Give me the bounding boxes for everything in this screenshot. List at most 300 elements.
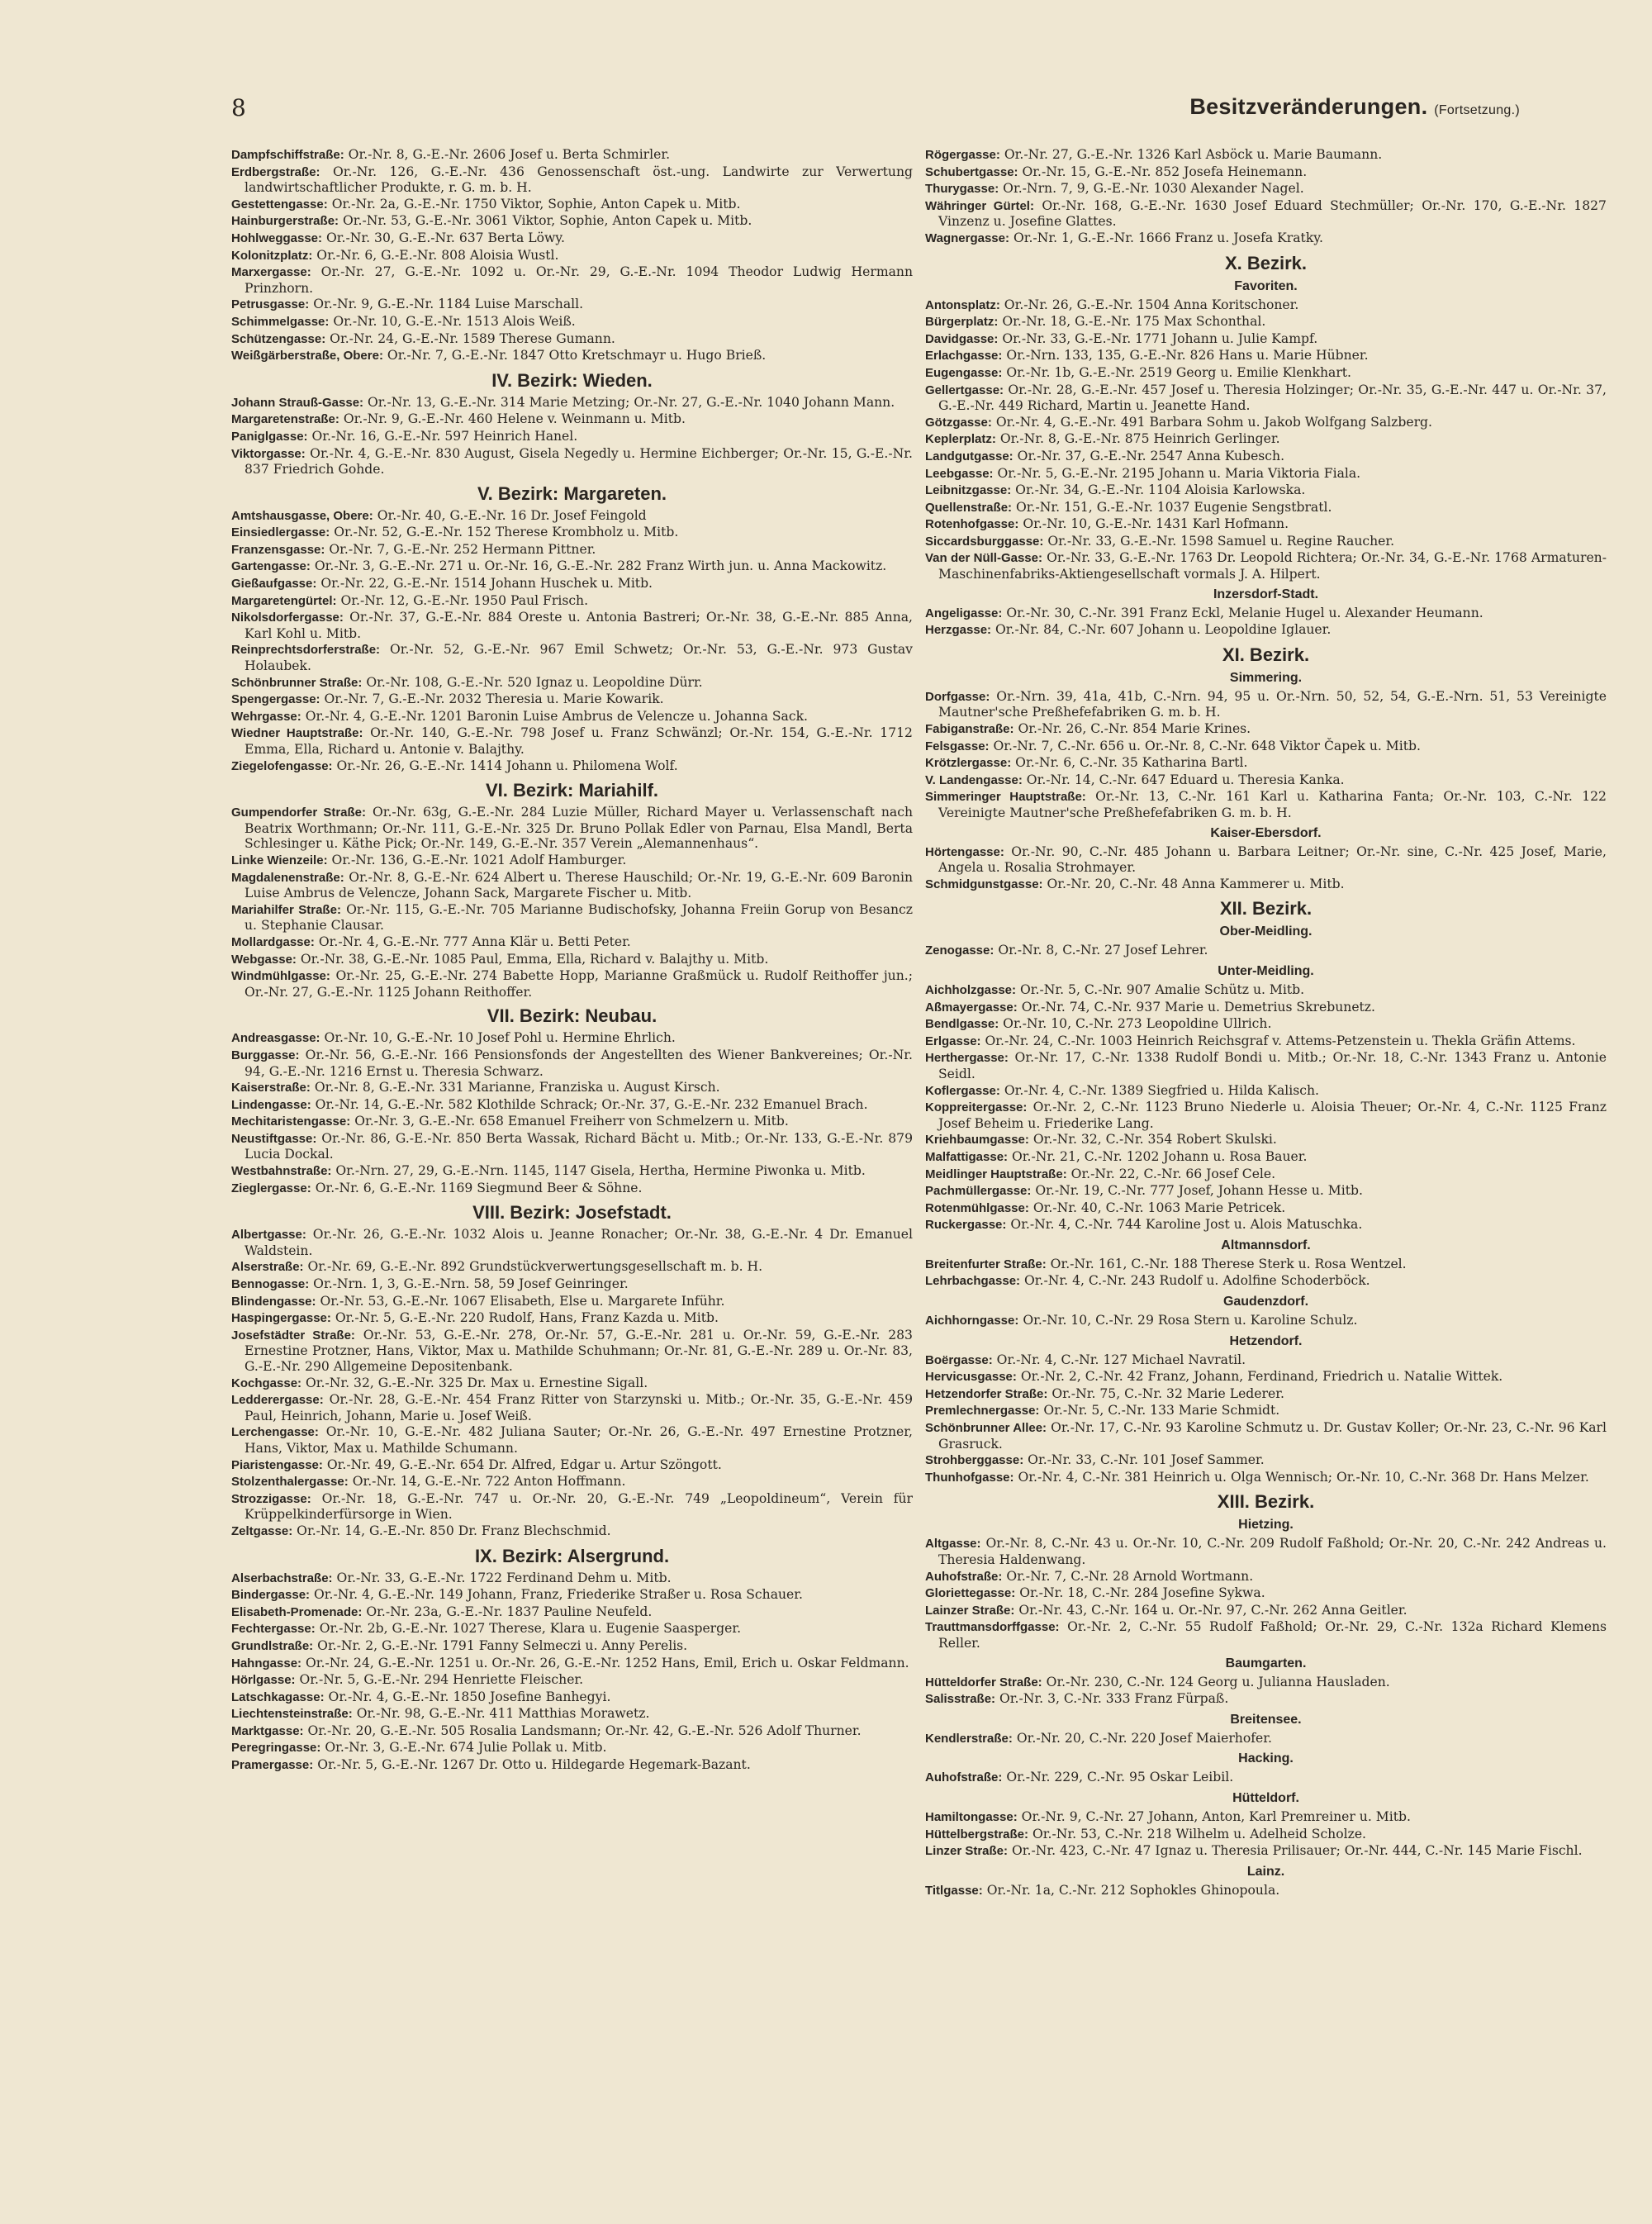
entry-text: Or.-Nrn. 39, 41a, 41b, C.-Nrn. 94, 95 u. Or.-Nrn. 50, 52, 54, G.-E.-Nrn. 51, 53 Vereinigte Mautner'sche Preßhefefabriken G. m. b. H. bbox=[938, 688, 1607, 720]
entry-text: Or.-Nr. 14, G.-E.-Nr. 850 Dr. Franz Blechschmid. bbox=[297, 1523, 611, 1538]
district-heading: IX. Bezirk: Alsergrund. bbox=[474, 1545, 670, 1566]
register-entry bbox=[925, 1403, 1607, 1419]
register-entry bbox=[231, 642, 913, 673]
entry-text: Or.-Nr. 230, C.-Nr. 124 Georg u. Julianna Hausladen. bbox=[1046, 1674, 1390, 1689]
entry-text: Or.-Nr. 4, G.-E.-Nr. 1850 Josefine Banhegyi. bbox=[328, 1689, 611, 1704]
entry-text: Or.-Nr. 4, C.-Nr. 744 Karoline Jost u. Alois Matuschka. bbox=[1010, 1217, 1363, 1233]
street-name: Linke Wienzeile: bbox=[231, 853, 328, 867]
locality-heading: Inzersdorf-Stadt. bbox=[1213, 587, 1319, 601]
locality-heading: Altmannsdorf. bbox=[1221, 1238, 1311, 1252]
register-entry bbox=[925, 1619, 1607, 1651]
street-name: Zeltgasse: bbox=[231, 1523, 293, 1538]
street-name: Liechtensteinstraße: bbox=[231, 1707, 353, 1722]
entry-text: Or.-Nr. 38, G.-E.-Nr. 1085 Paul, Emma, Ella, Richard v. Balajthy u. Mitb. bbox=[300, 951, 769, 967]
register-entry bbox=[231, 395, 913, 411]
register-entry bbox=[925, 1675, 1607, 1691]
register-entry bbox=[231, 314, 913, 330]
street-name: Johann Strauß-Gasse: bbox=[231, 395, 364, 410]
entry-text: Or.-Nr. 7, C.-Nr. 656 u. Or.-Nr. 8, C.-Nr. 648 Viktor Čapek u. Mitb. bbox=[993, 738, 1421, 753]
entry-text: Or.-Nr. 8, C.-Nr. 27 Josef Lehrer. bbox=[998, 943, 1208, 958]
entry-text: Or.-Nr. 30, C.-Nr. 391 Franz Eckl, Melanie Hugel u. Alexander Heumann. bbox=[1006, 605, 1483, 620]
register-entry bbox=[231, 1276, 913, 1293]
street-name: Strohberggasse: bbox=[925, 1453, 1024, 1468]
entry-text: Or.-Nr. 5, G.-E.-Nr. 294 Henriette Fleischer. bbox=[299, 1672, 584, 1688]
register-entry bbox=[925, 844, 1607, 876]
entry-text: Or.-Nr. 22, C.-Nr. 66 Josef Cele. bbox=[1070, 1166, 1276, 1181]
register-entry bbox=[231, 147, 913, 164]
register-entry bbox=[231, 1656, 913, 1672]
street-name: Erlgasse: bbox=[925, 1034, 981, 1048]
entry-text: Or.-Nr. 33, G.-E.-Nr. 1598 Samuel u. Regine Raucher. bbox=[1047, 533, 1395, 549]
entry-text: Or.-Nr. 84, C.-Nr. 607 Johann u. Leopoldine Iglauer. bbox=[995, 622, 1332, 638]
district-heading: VIII. Bezirk: Josefstadt. bbox=[472, 1202, 672, 1224]
street-name: Spengergasse: bbox=[231, 692, 320, 707]
street-name: Haspingergasse: bbox=[231, 1311, 331, 1326]
entry-text: Or.-Nr. 33, G.-E.-Nr. 1722 Ferdinand Dehm u. Mitb. bbox=[336, 1570, 672, 1585]
register-entry bbox=[925, 1883, 1607, 1899]
register-entry bbox=[925, 943, 1607, 959]
entry-text: Or.-Nr. 52, G.-E.-Nr. 967 Emil Schwetz; Or.-Nr. 53, G.-E.-Nr. 973 Gustav Holaubek. bbox=[244, 642, 913, 674]
register-entry bbox=[231, 709, 913, 725]
entry-text: Or.-Nr. 7, C.-Nr. 28 Arnold Wortmann. bbox=[1006, 1568, 1254, 1584]
register-entry bbox=[925, 721, 1607, 738]
register-entry bbox=[925, 1083, 1607, 1100]
register-entry bbox=[925, 1273, 1607, 1290]
street-name: Neustiftgasse: bbox=[231, 1131, 317, 1146]
register-entry bbox=[231, 758, 913, 775]
register-entry bbox=[231, 1114, 913, 1130]
entry-text: Or.-Nr. 17, C.-Nr. 1338 Rudolf Bondi u. Mitb.; Or.-Nr. 18, C.-Nr. 1343 Franz u. Antonie Seidl. bbox=[938, 1050, 1607, 1081]
street-name: Wiedner Hauptstraße: bbox=[231, 726, 363, 741]
street-name: Mechitaristengasse: bbox=[231, 1114, 351, 1129]
entry-text: Or.-Nr. 63g, G.-E.-Nr. 284 Luzie Müller, Richard Mayer u. Verlassenschaft nach Beatrix Worthmann; Or.-Nr. 111, G.-E.-Nr. 325 Dr. Bruno Pollak Edler von Parnau, Elsa Mandl, Berta Schlesinger u. Käthe Pick; Or.-Nr. 149, G.-E.-Nr. 357 Verein „Alemannenhaus“. bbox=[244, 805, 913, 852]
district-heading: V. Bezirk: Margareten. bbox=[477, 482, 667, 504]
entry-text: Or.-Nr. 19, C.-Nr. 777 Josef, Johann Hesse u. Mitb. bbox=[1035, 1183, 1363, 1199]
entry-text: Or.-Nr. 5, G.-E.-Nr. 2195 Johann u. Maria Viktoria Fiala. bbox=[997, 465, 1361, 481]
locality-heading: Kaiser-Ebersdorf. bbox=[1210, 825, 1322, 840]
register-entry bbox=[925, 1369, 1607, 1385]
register-entry bbox=[231, 870, 913, 901]
street-name: Mollardgasse: bbox=[231, 934, 315, 949]
street-name: Salisstraße: bbox=[925, 1692, 996, 1707]
street-name: Lehrbachgasse: bbox=[925, 1274, 1021, 1289]
street-name: Hetzendorfer Straße: bbox=[925, 1386, 1048, 1401]
street-name: Josefstädter Straße: bbox=[231, 1328, 355, 1342]
register-entry bbox=[925, 755, 1607, 772]
register-entry bbox=[925, 314, 1607, 330]
page-number: 8 bbox=[231, 94, 246, 121]
entry-text: Or.-Nr. 21, C.-Nr. 1202 Johann u. Rosa Bauer. bbox=[1012, 1148, 1308, 1164]
register-entry bbox=[925, 1257, 1607, 1273]
register-entry bbox=[231, 1621, 913, 1637]
register-entry bbox=[231, 348, 913, 364]
street-name: Schönbrunner Allee: bbox=[925, 1421, 1047, 1436]
locality-heading: Hacking. bbox=[1238, 1751, 1294, 1766]
street-name: Wagnergasse: bbox=[925, 230, 1009, 245]
entry-text: Or.-Nr. 43, C.-Nr. 164 u. Or.-Nr. 97, C.-Nr. 262 Anna Geitler. bbox=[1018, 1602, 1408, 1618]
register-entry bbox=[925, 331, 1607, 348]
street-name: V. Landengasse: bbox=[925, 772, 1023, 787]
entry-text: Or.-Nr. 8, G.-E.-Nr. 2606 Josef u. Berta Schmirler. bbox=[348, 147, 671, 162]
register-entry bbox=[231, 1706, 913, 1723]
locality-heading: Ober-Meidling. bbox=[1219, 924, 1313, 939]
entry-text: Or.-Nr. 10, G.-E.-Nr. 10 Josef Pohl u. Hermine Ehrlich. bbox=[324, 1030, 676, 1046]
register-entry bbox=[231, 1424, 913, 1456]
register-entry bbox=[925, 1731, 1607, 1747]
street-name: Gumpendorfer Straße: bbox=[231, 805, 366, 820]
register-entry bbox=[925, 348, 1607, 364]
entry-text: Or.-Nr. 10, G.-E.-Nr. 1431 Karl Hofmann. bbox=[1023, 516, 1289, 532]
entry-text: Or.-Nr. 75, C.-Nr. 32 Marie Lederer. bbox=[1051, 1385, 1284, 1401]
street-name: Krötzlergasse: bbox=[925, 756, 1012, 771]
street-name: Landgutgasse: bbox=[925, 449, 1014, 463]
locality-heading: Hetzendorf. bbox=[1229, 1333, 1303, 1348]
register-entry bbox=[231, 593, 913, 610]
street-name: Bendlgasse: bbox=[925, 1017, 999, 1032]
street-name: Hahngasse: bbox=[231, 1656, 302, 1670]
street-name: Strozzigasse: bbox=[231, 1491, 311, 1506]
street-name: Rotenmühlgasse: bbox=[925, 1200, 1029, 1215]
entry-text: Or.-Nr. 53, G.-E.-Nr. 278, Or.-Nr. 57, G.-E.-Nr. 281 u. Or.-Nr. 59, G.-E.-Nr. 283 Ernestine Protzner, Hans, Viktor, Max u. Mathilde Schuhmann; Or.-Nr. 81, G.-E.-Nr. 289 u. Or.-Nr. 83, G.-E.-Nr. 290 Allgemeine Depositenbank. bbox=[244, 1327, 913, 1374]
register-entry bbox=[231, 1757, 913, 1774]
entry-text: Or.-Nr. 52, G.-E.-Nr. 152 Therese Krombholz u. Mitb. bbox=[334, 525, 679, 540]
entry-text: Or.-Nrn. 133, 135, G.-E.-Nr. 826 Hans u. Marie Hübner. bbox=[1006, 348, 1369, 364]
register-entry bbox=[925, 877, 1607, 893]
register-entry bbox=[231, 1181, 913, 1197]
right-column bbox=[925, 147, 1607, 1899]
street-name: Webgasse: bbox=[231, 952, 297, 967]
register-entry bbox=[925, 147, 1607, 164]
entry-text: Or.-Nr. 8, C.-Nr. 43 u. Or.-Nr. 10, C.-Nr. 209 Rudolf Faßhold; Or.-Nr. 20, C.-Nr. 242 Andreas u. Theresia Haldenwang. bbox=[938, 1536, 1607, 1567]
register-entry bbox=[925, 1200, 1607, 1217]
street-name: Titlgasse: bbox=[925, 1883, 983, 1898]
street-name: Malfattigasse: bbox=[925, 1149, 1009, 1164]
register-entry bbox=[925, 739, 1607, 755]
street-name: Andreasgasse: bbox=[231, 1031, 320, 1046]
street-name: Davidgasse: bbox=[925, 331, 999, 346]
entry-text: Or.-Nr. 3, G.-E.-Nr. 674 Julie Pollak u. Mitb. bbox=[325, 1740, 607, 1756]
entry-text: Or.-Nr. 20, C.-Nr. 220 Josef Maierhofer. bbox=[1016, 1730, 1272, 1746]
register-entry bbox=[231, 1638, 913, 1655]
register-entry bbox=[231, 934, 913, 951]
street-name: Antonsplatz: bbox=[925, 297, 1000, 312]
entry-text: Or.-Nr. 16, G.-E.-Nr. 597 Heinrich Hanel. bbox=[311, 428, 578, 444]
register-entry bbox=[231, 1523, 913, 1540]
entry-text: Or.-Nr. 53, G.-E.-Nr. 1067 Elisabeth, Else u. Margarete Inführ. bbox=[320, 1293, 725, 1309]
entry-text: Or.-Nr. 49, G.-E.-Nr. 654 Dr. Alfred, Edgar u. Artur Szöngott. bbox=[326, 1457, 722, 1472]
street-name: Alserbachstraße: bbox=[231, 1571, 333, 1585]
street-name: Gellertgasse: bbox=[925, 383, 1004, 397]
entry-text: Or.-Nr. 1a, C.-Nr. 212 Sophokles Ghinopoula. bbox=[986, 1882, 1280, 1898]
locality-heading: Gaudenzdorf. bbox=[1222, 1295, 1309, 1309]
register-entry bbox=[231, 1227, 913, 1258]
register-entry bbox=[925, 1132, 1607, 1148]
street-name: Piaristengasse: bbox=[231, 1457, 323, 1472]
street-name: Magdalenenstraße: bbox=[231, 870, 344, 885]
entry-text: Or.-Nr. 69, G.-E.-Nr. 892 Grundstückverwertungsgesellschaft m. b. H. bbox=[307, 1259, 763, 1275]
register-entry bbox=[925, 164, 1607, 181]
running-title-main: Besitzveränderungen. bbox=[1189, 94, 1428, 119]
street-name: Kochgasse: bbox=[231, 1376, 302, 1390]
register-entry bbox=[231, 331, 913, 348]
street-name: Blindengasse: bbox=[231, 1294, 316, 1309]
street-name: Gloriettegasse: bbox=[925, 1586, 1016, 1601]
register-entry bbox=[925, 383, 1607, 414]
register-entry bbox=[925, 198, 1607, 230]
entry-text: Or.-Nr. 90, C.-Nr. 485 Johann u. Barbara Leitner; Or.-Nr. sine, C.-Nr. 425 Josef, Marie, Angela u. Rosalia Strohmayer. bbox=[938, 844, 1607, 876]
entry-text: Or.-Nr. 5, G.-E.-Nr. 220 Rudolf, Hans, Franz Kazda u. Mitb. bbox=[335, 1310, 719, 1326]
register-entry bbox=[231, 1457, 913, 1474]
register-entry bbox=[925, 689, 1607, 720]
register-entry bbox=[231, 508, 913, 525]
entry-text: Or.-Nr. 13, G.-E.-Nr. 314 Marie Metzing; Or.-Nr. 27, G.-E.-Nr. 1040 Johann Mann. bbox=[368, 394, 895, 410]
street-name: Zieglergasse: bbox=[231, 1181, 311, 1195]
street-name: Weißgärberstraße, Obere: bbox=[231, 349, 383, 364]
register-entry bbox=[231, 297, 913, 313]
entry-text: Or.-Nr. 23a, G.-E.-Nr. 1837 Pauline Neufeld. bbox=[366, 1604, 653, 1619]
entry-text: Or.-Nr. 22, G.-E.-Nr. 1514 Johann Huschek u. Mitb. bbox=[320, 576, 653, 592]
street-name: Aßmayergasse: bbox=[925, 1000, 1018, 1015]
entry-text: Or.-Nr. 1, G.-E.-Nr. 1666 Franz u. Josefa Kratky. bbox=[1013, 230, 1323, 245]
entry-text: Or.-Nr. 56, G.-E.-Nr. 166 Pensionsfonds der Angestellten des Wiener Bankvereines; Or.-Nr. 94, G.-E.-Nr. 1216 Ernst u. Theresia Schwarz. bbox=[244, 1047, 913, 1079]
street-name: Eugengasse: bbox=[925, 365, 1003, 380]
register-entry bbox=[231, 1328, 913, 1375]
street-name: Mariahilfer Straße: bbox=[231, 902, 341, 917]
street-name: Einsiedlergasse: bbox=[231, 525, 330, 540]
street-name: Lerchengasse: bbox=[231, 1425, 319, 1440]
street-name: Alserstraße: bbox=[231, 1260, 304, 1275]
street-name: Dampfschiffstraße: bbox=[231, 148, 344, 162]
entry-text: Or.-Nr. 86, G.-E.-Nr. 850 Berta Wassak, Richard Bächt u. Mitb.; Or.-Nr. 133, G.-E.-Nr. 879 Lucia Dockal. bbox=[244, 1130, 913, 1162]
entry-text: Or.-Nr. 28, G.-E.-Nr. 457 Josef u. Theresia Holzinger; Or.-Nr. 35, G.-E.-Nr. 447 u. Or.-Nr. 37, G.-E.-Nr. 449 Richard, Martin u. Jeanette Hand. bbox=[938, 382, 1607, 414]
register-entry bbox=[925, 1183, 1607, 1200]
entry-text: Or.-Nr. 18, G.-E.-Nr. 747 u. Or.-Nr. 20, G.-E.-Nr. 749 „Leopoldineum“, Verein für Krüppelkinderfürsorge in Wien. bbox=[244, 1490, 913, 1523]
entry-text: Or.-Nr. 53, C.-Nr. 218 Wilhelm u. Adelheid Scholze. bbox=[1032, 1826, 1367, 1841]
street-name: Kolonitzplatz: bbox=[231, 248, 313, 263]
register-entry bbox=[231, 1376, 913, 1392]
street-name: Petrusgasse: bbox=[231, 297, 310, 312]
entry-text: Or.-Nr. 24, G.-E.-Nr. 1589 Therese Gumann. bbox=[330, 330, 615, 346]
register-entry bbox=[231, 542, 913, 558]
register-entry bbox=[231, 1723, 913, 1740]
locality-heading: Unter-Meidling. bbox=[1218, 963, 1314, 978]
street-name: Erdbergstraße: bbox=[231, 164, 320, 179]
entry-text: Or.-Nr. 140, G.-E.-Nr. 798 Josef u. Franz Schwänzl; Or.-Nr. 154, G.-E.-Nr. 1712 Emma, Ella, Richard u. Antonie v. Balajthy. bbox=[244, 725, 913, 757]
district-heading: VII. Bezirk: Neubau. bbox=[487, 1005, 657, 1027]
register-entry bbox=[925, 1843, 1607, 1860]
entry-text: Or.-Nr. 7, G.-E.-Nr. 1847 Otto Kretschmayr u. Hugo Brieß. bbox=[387, 348, 767, 364]
register-entry bbox=[925, 1691, 1607, 1708]
street-name: Koflergasse: bbox=[925, 1083, 1000, 1098]
street-name: Kendlerstraße: bbox=[925, 1731, 1013, 1746]
register-entry bbox=[925, 482, 1607, 499]
district-heading: IV. Bezirk: Wieden. bbox=[491, 369, 653, 391]
entry-text: Or.-Nr. 2b, G.-E.-Nr. 1027 Therese, Klara u. Eugenie Saasperger. bbox=[319, 1621, 742, 1637]
locality-heading: Lainz. bbox=[1246, 1864, 1285, 1879]
street-name: Boërgasse: bbox=[925, 1352, 993, 1367]
entry-text: Or.-Nr. 18, C.-Nr. 284 Josefine Sykwa. bbox=[1019, 1585, 1265, 1601]
locality-heading: Simmering. bbox=[1229, 670, 1303, 685]
street-name: Ruckergasse: bbox=[925, 1218, 1007, 1233]
register-entry bbox=[231, 248, 913, 264]
entry-text: Or.-Nr. 26, G.-E.-Nr. 1414 Johann u. Philomena Wolf. bbox=[336, 758, 678, 773]
entry-text: Or.-Nr. 423, C.-Nr. 47 Ignaz u. Theresia Prilisauer; Or.-Nr. 444, C.-Nr. 145 Marie Fischl. bbox=[1012, 1843, 1583, 1859]
register-entry bbox=[231, 1689, 913, 1706]
locality-heading: Hietzing. bbox=[1238, 1518, 1294, 1533]
street-name: Marktgasse: bbox=[231, 1723, 304, 1738]
register-entry bbox=[925, 1569, 1607, 1585]
entry-text: Or.-Nr. 40, G.-E.-Nr. 16 Dr. Josef Feingold bbox=[377, 507, 647, 523]
register-entry bbox=[231, 691, 913, 708]
entry-text: Or.-Nr. 9, G.-E.-Nr. 1184 Luise Marschall. bbox=[313, 297, 584, 312]
entry-text: Or.-Nr. 14, G.-E.-Nr. 582 Klothilde Schrack; Or.-Nr. 37, G.-E.-Nr. 232 Emanuel Brach. bbox=[315, 1096, 868, 1112]
register-entry bbox=[925, 1770, 1607, 1786]
street-name: Bennogasse: bbox=[231, 1277, 310, 1292]
entry-text: Or.-Nr. 5, C.-Nr. 907 Amalie Schütz u. Mitb. bbox=[1020, 981, 1305, 997]
street-name: Herzgasse: bbox=[925, 623, 992, 638]
district-heading: XII. Bezirk. bbox=[1219, 898, 1313, 920]
register-entry bbox=[231, 952, 913, 968]
register-entry bbox=[231, 805, 913, 852]
entry-text: Or.-Nrn. 1, 3, G.-E.-Nrn. 58, 59 Josef Geinringer. bbox=[313, 1276, 629, 1292]
district-heading: XI. Bezirk. bbox=[1222, 644, 1310, 665]
register-entry bbox=[925, 550, 1607, 582]
register-entry bbox=[231, 1080, 913, 1096]
street-name: Reinprechtsdorferstraße: bbox=[231, 643, 381, 658]
street-name: Trauttmansdorffgasse: bbox=[925, 1620, 1060, 1635]
district-heading: VI. Bezirk: Mariahilf. bbox=[485, 780, 659, 801]
street-name: Schmidgunstgasse: bbox=[925, 877, 1043, 891]
register-entry bbox=[925, 1352, 1607, 1369]
entry-text: Or.-Nr. 25, G.-E.-Nr. 274 Babette Hopp, Marianne Graßmück u. Rudolf Reithoffer jun.; Or.-Nr. 27, G.-E.-Nr. 1125 Johann Reithoffer. bbox=[244, 968, 913, 1000]
entry-text: Or.-Nr. 136, G.-E.-Nr. 1021 Adolf Hamburger. bbox=[331, 852, 627, 867]
street-name: Wehrgasse: bbox=[231, 709, 301, 724]
street-name: Lainzer Straße: bbox=[925, 1603, 1015, 1618]
register-entry bbox=[231, 610, 913, 641]
street-name: Bürgerplatz: bbox=[925, 315, 999, 330]
register-entry bbox=[231, 1097, 913, 1114]
left-column bbox=[231, 147, 913, 1775]
register-entry bbox=[925, 230, 1607, 247]
register-entry bbox=[231, 230, 913, 247]
street-name: Westbahnstraße: bbox=[231, 1164, 332, 1179]
street-name: Währinger Gürtel: bbox=[925, 198, 1034, 213]
street-name: Siccardsburggasse: bbox=[925, 534, 1044, 549]
street-name: Ziegelofengasse: bbox=[231, 758, 333, 773]
register-entry bbox=[231, 213, 913, 230]
entry-text: Or.-Nr. 151, G.-E.-Nr. 1037 Eugenie Sengstbratl. bbox=[1016, 499, 1332, 515]
register-entry bbox=[231, 1491, 913, 1523]
entry-text: Or.-Nr. 7, G.-E.-Nr. 252 Hermann Pittner. bbox=[329, 541, 596, 557]
register-entry bbox=[925, 1420, 1607, 1452]
street-name: Leibnitzgasse: bbox=[925, 483, 1012, 498]
register-entry bbox=[925, 1217, 1607, 1233]
register-entry bbox=[231, 411, 913, 428]
entry-text: Or.-Nr. 2, C.-Nr. 1123 Bruno Niederle u. Aloisia Theuer; Or.-Nr. 4, C.-Nr. 1125 Franz Josef Beheim u. Friederike Lang. bbox=[938, 1100, 1607, 1131]
entry-text: Or.-Nr. 10, C.-Nr. 273 Leopoldine Ullrich. bbox=[1003, 1016, 1272, 1032]
entry-text: Or.-Nr. 24, C.-Nr. 1003 Heinrich Reichsgraf v. Attems-Petzenstein u. Thekla Gräfin Attems. bbox=[985, 1033, 1576, 1048]
register-entry bbox=[925, 1034, 1607, 1050]
street-name: Burggasse: bbox=[231, 1048, 300, 1062]
register-entry bbox=[231, 902, 913, 934]
street-name: Zenogasse: bbox=[925, 943, 995, 958]
locality-heading: Hütteldorf. bbox=[1232, 1790, 1299, 1805]
street-name: Fechtergasse: bbox=[231, 1622, 316, 1637]
entry-text: Or.-Nr. 98, G.-E.-Nr. 411 Matthias Morawetz. bbox=[356, 1706, 650, 1722]
entry-text: Or.-Nr. 27, G.-E.-Nr. 1326 Karl Asböck u. Marie Baumann. bbox=[1004, 147, 1383, 162]
entry-text: Or.-Nr. 32, G.-E.-Nr. 325 Dr. Max u. Ernestine Sigall. bbox=[306, 1375, 648, 1390]
register-entry bbox=[231, 264, 913, 296]
street-name: Hamiltongasse: bbox=[925, 1809, 1018, 1824]
district-heading: XIII. Bezirk. bbox=[1217, 1491, 1315, 1513]
register-entry bbox=[925, 1016, 1607, 1033]
register-entry bbox=[231, 853, 913, 869]
locality-heading: Breitensee. bbox=[1230, 1712, 1302, 1727]
register-entry bbox=[925, 1100, 1607, 1131]
register-entry bbox=[231, 1131, 913, 1162]
entry-text: Or.-Nr. 37, G.-E.-Nr. 2547 Anna Kubesch. bbox=[1017, 448, 1285, 463]
street-name: Hohlweggasse: bbox=[231, 230, 323, 245]
entry-text: Or.-Nr. 8, G.-E.-Nr. 875 Heinrich Gerlinger. bbox=[999, 431, 1280, 447]
register-entry bbox=[925, 181, 1607, 197]
register-entry bbox=[231, 558, 913, 575]
register-entry bbox=[231, 1259, 913, 1276]
entry-text: Or.-Nr. 40, C.-Nr. 1063 Marie Petricek. bbox=[1032, 1200, 1286, 1215]
entry-text: Or.-Nr. 12, G.-E.-Nr. 1950 Paul Frisch. bbox=[340, 592, 589, 608]
register-entry bbox=[231, 1030, 913, 1047]
register-entry bbox=[925, 431, 1607, 448]
street-name: Keplerplatz: bbox=[925, 432, 996, 447]
entry-text: Or.-Nr. 6, G.-E.-Nr. 1169 Siegmund Beer & Söhne. bbox=[315, 1180, 643, 1195]
register-entry bbox=[925, 365, 1607, 382]
register-entry bbox=[925, 297, 1607, 314]
entry-text: Or.-Nr. 4, G.-E.-Nr. 830 August, Gisela Negedly u. Hermine Eichberger; Or.-Nr. 15, G.-E.-Nr. 837 Friedrich Gohde. bbox=[244, 445, 913, 478]
entry-text: Or.-Nr. 4, G.-E.-Nr. 149 Johann, Franz, Friederike Straßer u. Rosa Schauer. bbox=[314, 1587, 803, 1603]
street-name: Van der Nüll-Gasse: bbox=[925, 551, 1042, 566]
entry-text: Or.-Nrn. 27, 29, G.-E.-Nrn. 1145, 1147 Gisela, Hertha, Hermine Piwonka u. Mitb. bbox=[335, 1163, 866, 1179]
street-name: Hütteldorfer Straße: bbox=[925, 1675, 1042, 1689]
street-name: Breitenfurter Straße: bbox=[925, 1257, 1047, 1271]
entry-text: Or.-Nr. 10, G.-E.-Nr. 482 Juliana Sauter; Or.-Nr. 26, G.-E.-Nr. 497 Ernestine Protzner, Hans, Viktor, Max u. Mathilde Schumann. bbox=[244, 1424, 913, 1456]
street-name: Thurygasse: bbox=[925, 182, 999, 197]
street-name: Paniglgasse: bbox=[231, 429, 308, 444]
entry-text: Or.-Nr. 74, C.-Nr. 937 Marie u. Demetrius Skrebunetz. bbox=[1021, 999, 1375, 1015]
entry-text: Or.-Nr. 34, G.-E.-Nr. 1104 Aloisia Karlowska. bbox=[1015, 482, 1306, 498]
street-name: Pachmüllergasse: bbox=[925, 1184, 1032, 1199]
street-name: Schimmelgasse: bbox=[231, 314, 330, 329]
street-name: Hörtengasse: bbox=[925, 844, 1004, 859]
entry-text: Or.-Nr. 24, G.-E.-Nr. 1251 u. Or.-Nr. 26, G.-E.-Nr. 1252 Hans, Emil, Erich u. Oskar Feldmann. bbox=[306, 1655, 909, 1670]
entry-text: Or.-Nr. 9, G.-E.-Nr. 460 Helene v. Weinmann u. Mitb. bbox=[343, 411, 686, 427]
register-entry bbox=[231, 1310, 913, 1327]
entry-text: Or.-Nr. 18, G.-E.-Nr. 175 Max Schonthal. bbox=[1002, 314, 1266, 330]
street-name: Linzer Straße: bbox=[925, 1844, 1009, 1859]
street-name: Windmühlgasse: bbox=[231, 969, 330, 984]
street-name: Auhofstraße: bbox=[925, 1569, 1003, 1584]
register-entry bbox=[925, 1386, 1607, 1403]
district-heading: X. Bezirk. bbox=[1224, 252, 1308, 273]
street-name: Kaiserstraße: bbox=[231, 1081, 311, 1095]
street-name: Nikolsdorfergasse: bbox=[231, 611, 344, 625]
register-entry bbox=[925, 1452, 1607, 1469]
entry-text: Or.-Nr. 8, G.-E.-Nr. 624 Albert u. Therese Hauschild; Or.-Nr. 19, G.-E.-Nr. 609 Baronin Luise Ambrus de Velencze, Johann Sack, Margarete Fischer u. Mitb. bbox=[244, 869, 913, 901]
entry-text: Or.-Nr. 6, G.-E.-Nr. 808 Aloisia Wustl. bbox=[316, 247, 559, 263]
entry-text: Or.-Nr. 10, C.-Nr. 29 Rosa Stern u. Karoline Schulz. bbox=[1023, 1313, 1358, 1328]
register-entry bbox=[925, 1603, 1607, 1619]
register-entry bbox=[925, 1585, 1607, 1602]
street-name: Hainburgerstraße: bbox=[231, 214, 339, 229]
street-name: Erlachgasse: bbox=[925, 349, 1003, 364]
